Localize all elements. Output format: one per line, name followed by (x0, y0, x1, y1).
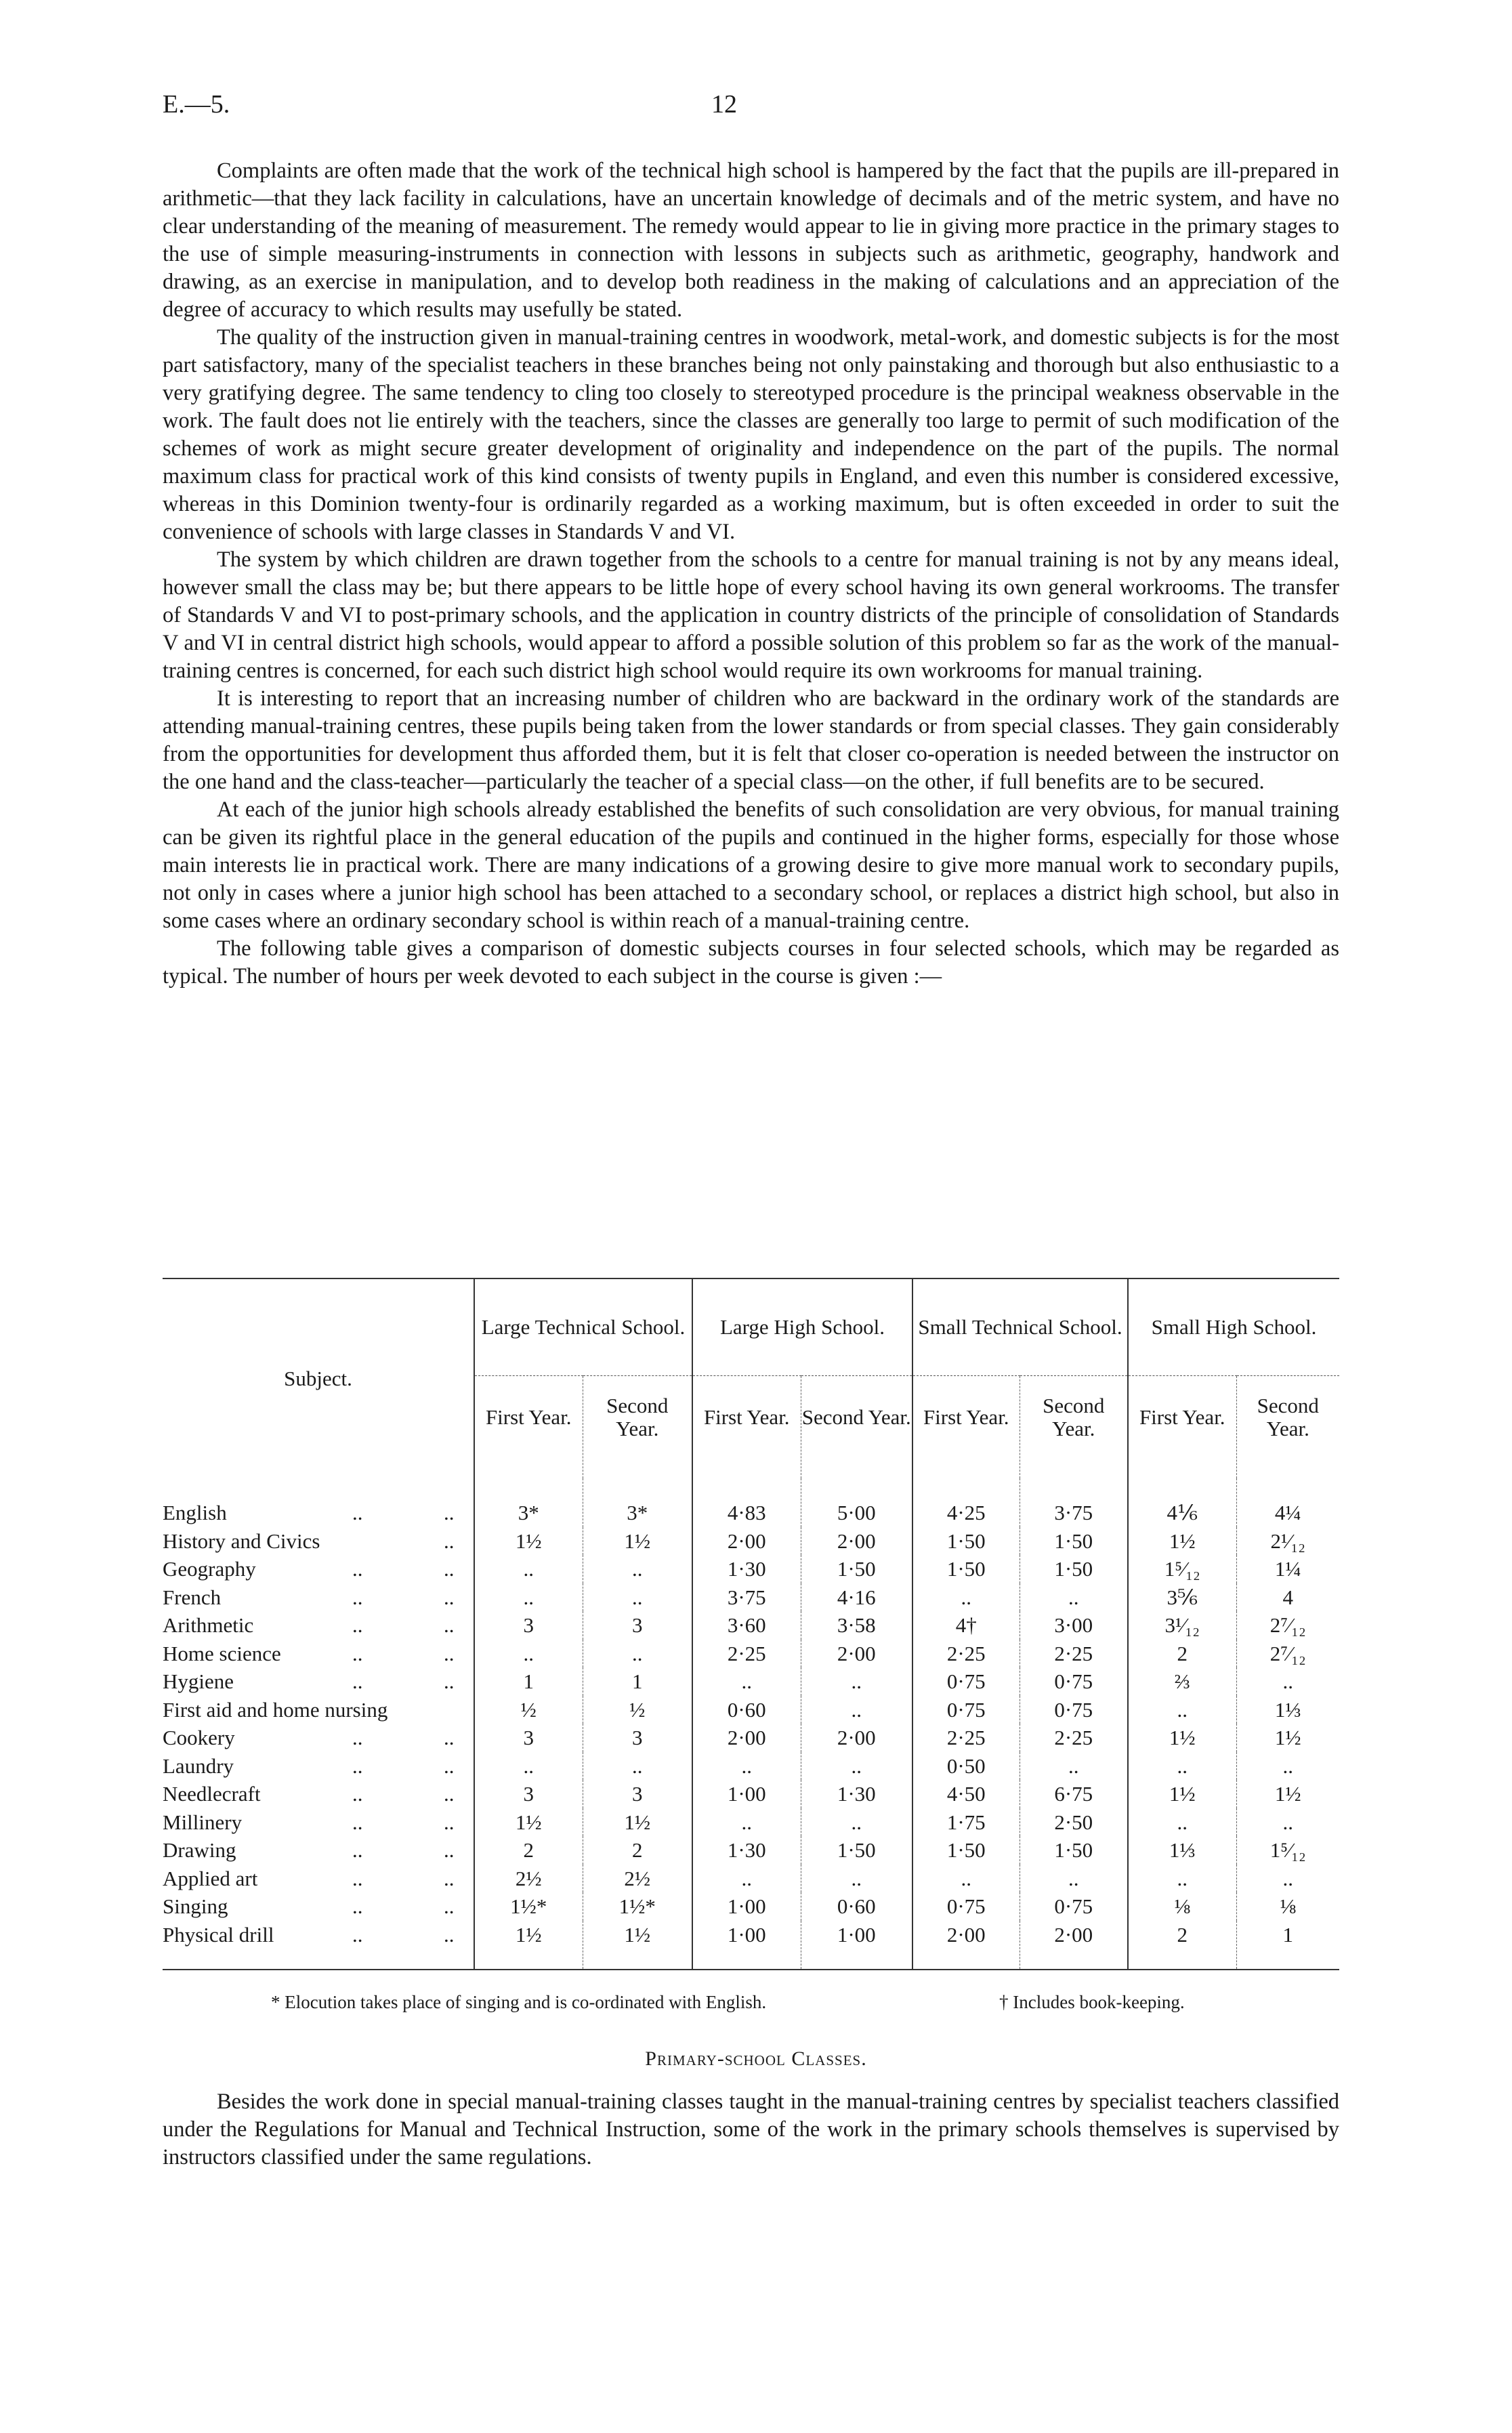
hours-cell: .. (801, 1865, 912, 1893)
hours-cell: 5·00 (801, 1478, 912, 1527)
subject-column-header: Subject. (163, 1278, 474, 1478)
hours-cell: 4·83 (692, 1478, 801, 1527)
subject-name: Home science (163, 1641, 281, 1665)
hours-cell: 3* (474, 1478, 583, 1527)
hours-cell: .. (583, 1555, 692, 1583)
hours-cell: .. (912, 1583, 1020, 1612)
hours-cell: .. (474, 1583, 583, 1612)
hours-cell: .. (801, 1696, 912, 1724)
hours-cell: 3 (583, 1611, 692, 1640)
hours-cell: 3 (474, 1780, 583, 1808)
document-reference: E.—5. (163, 90, 230, 119)
hours-cell: 1·50 (801, 1555, 912, 1583)
hours-cell: 1·75 (912, 1808, 1020, 1837)
table-row (163, 1611, 1339, 1640)
leader-dots: .. (352, 1838, 363, 1862)
second-year-header: Second Year. (1020, 1376, 1128, 1479)
hours-cell: 3·75 (1020, 1478, 1128, 1527)
body-text (163, 157, 1339, 991)
hours-cell: 2·00 (692, 1724, 801, 1752)
hours-cell: 1½ (1236, 1724, 1339, 1752)
subject-name: Laundry (163, 1753, 234, 1778)
hours-cell: 2·25 (1020, 1640, 1128, 1668)
hours-cell: 1½* (474, 1892, 583, 1921)
paragraph: The quality of the instruction given in manual-training centres in woodwork, metal-work, and domestic subjects is for the most part satisfactory, many of the specialist teachers in these branches being not only painstaking and thorough but also enthusiastic to a very gratifying degree. The same tendency to cling too closely to stereotyped procedure is the principal weakness observable in the work. The fault does not lie entirely with the teachers, since the classes are generally too large to permit of such modification of the schemes of work as might secure greater development of originality and independence on the part of the pupils. The normal maximum class for practical work of this kind consists of twenty pupils in England, and even this number is considered excessive, whereas in this Dominion twenty-four is ordinarily regarded as a working maximum, but is often exceeded in order to suit the convenience of schools with large classes in Standards V and VI. (163, 325, 1339, 544)
hours-cell: 0·75 (1020, 1892, 1128, 1921)
first-year-header: First Year. (474, 1376, 583, 1479)
hours-cell: 1½ (1128, 1724, 1236, 1752)
leader-dots: .. (444, 1810, 455, 1834)
hours-cell: 2·50 (1020, 1808, 1128, 1837)
hours-cell: 2·00 (912, 1921, 1020, 1970)
subject-name: Physical drill (163, 1922, 274, 1947)
hours-cell: .. (692, 1667, 801, 1696)
hours-cell: 4† (912, 1611, 1020, 1640)
group-header: Small Technical School. (912, 1278, 1128, 1376)
leader-dots: .. (352, 1810, 363, 1834)
hours-cell: ⅛ (1128, 1892, 1236, 1921)
leader-dots: .. (352, 1753, 363, 1778)
hours-cell: 1½ (583, 1808, 692, 1837)
hours-cell: 2·00 (801, 1724, 912, 1752)
hours-cell: .. (583, 1752, 692, 1781)
hours-cell: .. (474, 1555, 583, 1583)
hours-cell: 0·60 (801, 1892, 912, 1921)
group-header: Small High School. (1128, 1278, 1339, 1376)
hours-cell: 1·00 (801, 1921, 912, 1970)
group-header: Large High School. (692, 1278, 912, 1376)
hours-cell: 4 (1236, 1583, 1339, 1612)
hours-cell: 1·30 (692, 1555, 801, 1583)
hours-cell: 1·30 (692, 1836, 801, 1865)
footnote: † Includes book-keeping. (999, 1992, 1185, 2012)
second-year-header: Second Year. (583, 1376, 692, 1479)
hours-cell: 3·00 (1020, 1611, 1128, 1640)
hours-cell: 2·25 (1020, 1724, 1128, 1752)
leader-dots: .. (352, 1501, 363, 1524)
hours-cell: 0·60 (692, 1696, 801, 1724)
table-row (163, 1696, 1339, 1724)
leader-dots: .. (444, 1529, 455, 1553)
page-number: 12 (711, 90, 737, 119)
hours-cell: 2·25 (912, 1640, 1020, 1668)
paragraph: Complaints are often made that the work of the technical high school is hampered by the fact that the pupils are ill-prepared in arithmetic—that they lack facility in calculations, have an uncertain knowledge of decimals and of the metric system, and have no clear understanding of the meaning of measurement. The remedy would appear to lie in giving more practice in the primary stages to the use of simple measuring-instruments in connection with lessons in subjects such as arithmetic, geography, handwork and drawing, as an exercise in manipulation, and to develop both readiness in the making of calculations and an appreciation of the degree of accuracy to which results may usefully be stated. (163, 159, 1339, 322)
table-row (163, 1724, 1339, 1752)
leader-dots: .. (444, 1922, 455, 1947)
hours-cell: 3 (583, 1780, 692, 1808)
hours-cell: 2·25 (692, 1640, 801, 1668)
hours-cell: 1⅓ (1236, 1696, 1339, 1724)
hours-cell: 0·75 (1020, 1667, 1128, 1696)
subject-name: Needlecraft (163, 1782, 261, 1806)
hours-cell: 1½ (474, 1808, 583, 1837)
subject-name: Drawing (163, 1838, 236, 1862)
hours-cell: 1 (583, 1667, 692, 1696)
hours-cell: 1·50 (801, 1836, 912, 1865)
hours-cell: 2⁷⁄₁₂ (1236, 1611, 1339, 1640)
footnote: * Elocution takes place of singing and is co-ordinated with English. (271, 1992, 767, 2012)
leader-dots: .. (352, 1641, 363, 1665)
hours-cell: .. (1236, 1865, 1339, 1893)
subject-name: Geography (163, 1557, 256, 1581)
hours-cell: 1·50 (1020, 1527, 1128, 1556)
hours-cell: 2·00 (801, 1527, 912, 1556)
hours-cell: 4·25 (912, 1478, 1020, 1527)
paragraph: The following table gives a comparison of domestic subjects courses in four selected schools, which may be regarded as typical. The number of hours per week devoted to each subject in the course is given :— (163, 936, 1339, 989)
hours-cell: .. (1236, 1808, 1339, 1837)
hours-cell: ½ (474, 1696, 583, 1724)
hours-cell: .. (1236, 1752, 1339, 1781)
hours-cell: 0·75 (912, 1667, 1020, 1696)
hours-cell: 0·75 (912, 1696, 1020, 1724)
subject-name: First aid and home nursing (163, 1697, 388, 1722)
table-row (163, 1865, 1339, 1893)
subject-name: Singing (163, 1894, 228, 1918)
hours-cell: 1·50 (1020, 1555, 1128, 1583)
hours-cell: 2·00 (692, 1527, 801, 1556)
hours-cell: 4¼ (1236, 1478, 1339, 1527)
hours-cell: 2 (1128, 1640, 1236, 1668)
leader-dots: .. (444, 1641, 455, 1665)
hours-cell: 3 (583, 1724, 692, 1752)
table-row (163, 1752, 1339, 1781)
table-row (163, 1555, 1339, 1583)
hours-cell: .. (692, 1865, 801, 1893)
subject-name: English (163, 1501, 227, 1524)
leader-dots: .. (352, 1894, 363, 1918)
hours-cell: 3¹⁄₁₂ (1128, 1611, 1236, 1640)
hours-cell: 1⅓ (1128, 1836, 1236, 1865)
hours-cell: 1·50 (912, 1836, 1020, 1865)
paragraph: At each of the junior high schools already established the benefits of such consolidation are very obvious, for manual training can be given its rightful place in the general education of the pupils and continued in the higher forms, especially for those whose main interests lie in practical work. There are many indications of a growing desire to give more manual work to secondary pupils, not only in cases where a junior high school has been attached to a secondary school, or replaces a district high school, but also in some cases where an ordinary secondary school is within reach of a manual-training centre. (163, 797, 1339, 933)
table-row (163, 1640, 1339, 1668)
hours-cell: 3·75 (692, 1583, 801, 1612)
hours-cell: 3 (474, 1724, 583, 1752)
hours-cell: 3 (474, 1611, 583, 1640)
hours-cell: .. (1020, 1752, 1128, 1781)
hours-cell: 2 (1128, 1921, 1236, 1970)
hours-cell: 1½ (1128, 1527, 1236, 1556)
hours-cell: 2½ (474, 1865, 583, 1893)
hours-cell: .. (1236, 1667, 1339, 1696)
hours-cell: .. (474, 1752, 583, 1781)
leader-dots: .. (352, 1866, 363, 1890)
hours-cell: 3·58 (801, 1611, 912, 1640)
table-row (163, 1583, 1339, 1612)
hours-cell: 2 (474, 1836, 583, 1865)
leader-dots: .. (352, 1922, 363, 1947)
hours-cell: ⅛ (1236, 1892, 1339, 1921)
first-year-header: First Year. (692, 1376, 801, 1479)
subject-name: French (163, 1585, 222, 1609)
hours-cell: .. (692, 1808, 801, 1837)
hours-cell: 1·00 (692, 1921, 801, 1970)
hours-cell: 3* (583, 1478, 692, 1527)
hours-cell: 4·50 (912, 1780, 1020, 1808)
hours-cell: 1·00 (692, 1780, 801, 1808)
section-heading: Primary-school Classes. (645, 2047, 867, 2070)
hours-cell: .. (801, 1752, 912, 1781)
hours-cell: 1½ (583, 1527, 692, 1556)
hours-cell: .. (801, 1667, 912, 1696)
hours-cell: 1·50 (912, 1555, 1020, 1583)
hours-cell: 4·16 (801, 1583, 912, 1612)
table-row (163, 1836, 1339, 1865)
hours-cell: ½ (583, 1696, 692, 1724)
first-year-header: First Year. (1128, 1376, 1236, 1479)
leader-dots: .. (444, 1782, 455, 1806)
hours-cell: 2½ (583, 1865, 692, 1893)
hours-cell: .. (1020, 1865, 1128, 1893)
hours-cell: 1½ (1128, 1780, 1236, 1808)
second-year-header: Second Year. (801, 1376, 912, 1479)
table-row (163, 1478, 1339, 1527)
hours-cell: 2 (583, 1836, 692, 1865)
leader-dots: .. (352, 1613, 363, 1637)
paragraph: Besides the work done in special manual-training classes taught in the manual-training centres by specialist teachers classified under the Regulations for Manual and Technical Instruction, some of the work in the primary schools themselves is supervised by instructors classified under the same regulations. (163, 2089, 1339, 2169)
hours-cell: 4⅙ (1128, 1478, 1236, 1527)
second-year-header: Second Year. (1236, 1376, 1339, 1479)
hours-cell: 1⁵⁄₁₂ (1236, 1836, 1339, 1865)
leader-dots: .. (352, 1782, 363, 1806)
hours-cell: 6·75 (1020, 1780, 1128, 1808)
hours-cell: 1 (474, 1667, 583, 1696)
hours-cell: 2·00 (1020, 1921, 1128, 1970)
hours-cell: .. (1128, 1808, 1236, 1837)
hours-cell: 1 (1236, 1921, 1339, 1970)
paragraph: The system by which children are drawn together from the schools to a centre for manual training is not by any means ideal, however small the class may be; but there appears to be little hope of every school having its own general workrooms. The transfer of Standards V and VI to post-primary schools, and the application in country districts of the principle of consolidation of Standards V and VI in central district high schools, would appear to afford a possible solution of this problem so far as the work of the manual-training centres is concerned, for each such district high school would require its own workrooms for manual training. (163, 547, 1339, 683)
leader-dots: .. (444, 1669, 455, 1693)
hours-cell: 2·00 (801, 1640, 912, 1668)
hours-cell: .. (1128, 1752, 1236, 1781)
table-row (163, 1921, 1339, 1970)
hours-cell: 0·75 (1020, 1696, 1128, 1724)
hours-cell: 2·25 (912, 1724, 1020, 1752)
subject-name: Cookery (163, 1726, 235, 1749)
table-row (163, 1527, 1339, 1556)
group-header: Large Technical School. (474, 1278, 692, 1376)
first-year-header: First Year. (912, 1376, 1020, 1479)
hours-cell: 1½ (1236, 1780, 1339, 1808)
subject-name: Hygiene (163, 1669, 234, 1693)
hours-cell: 3⅚ (1128, 1583, 1236, 1612)
hours-cell: 0·50 (912, 1752, 1020, 1781)
leader-dots: .. (352, 1585, 363, 1609)
leader-dots: .. (444, 1501, 455, 1524)
leader-dots: .. (444, 1585, 455, 1609)
hours-cell: 2⁷⁄₁₂ (1236, 1640, 1339, 1668)
hours-cell: .. (1128, 1696, 1236, 1724)
leader-dots: .. (444, 1838, 455, 1862)
hours-cell: .. (583, 1640, 692, 1668)
leader-dots: .. (444, 1557, 455, 1581)
leader-dots: .. (352, 1557, 363, 1581)
hours-cell: .. (801, 1808, 912, 1837)
hours-cell: 1·50 (912, 1527, 1020, 1556)
hours-cell: .. (474, 1640, 583, 1668)
hours-cell: .. (692, 1752, 801, 1781)
leader-dots: .. (444, 1894, 455, 1918)
subject-name: History and Civics (163, 1529, 320, 1553)
hours-cell: 1½* (583, 1892, 692, 1921)
table-row (163, 1667, 1339, 1696)
paragraph: It is interesting to report that an increasing number of children who are backward in the ordinary work of the standards are attending manual-training centres, these pupils being taken from the lower standards or from special classes. They gain considerably from the opportunities for development thus afforded them, but it is felt that closer co-operation is needed between the instructor on the one hand and the class-teacher—particularly the teacher of a special class—on the other, if full benefits are to be secured. (163, 686, 1339, 794)
hours-comparison-table (163, 1278, 1339, 1970)
subject-name: Arithmetic (163, 1613, 254, 1637)
table-row (163, 1780, 1339, 1808)
hours-cell: ⅔ (1128, 1667, 1236, 1696)
leader-dots: .. (444, 1753, 455, 1778)
subject-name: Applied art (163, 1866, 258, 1890)
hours-cell: 1·50 (1020, 1836, 1128, 1865)
leader-dots: .. (352, 1669, 363, 1693)
hours-cell: 1½ (474, 1527, 583, 1556)
table-row (163, 1808, 1339, 1837)
hours-cell: .. (1020, 1583, 1128, 1612)
hours-cell: .. (912, 1865, 1020, 1893)
leader-dots: .. (444, 1866, 455, 1890)
hours-cell: 2¹⁄₁₂ (1236, 1527, 1339, 1556)
hours-cell: .. (1128, 1865, 1236, 1893)
leader-dots: .. (444, 1726, 455, 1749)
hours-cell: 1·00 (692, 1892, 801, 1921)
hours-cell: 1·30 (801, 1780, 912, 1808)
hours-cell: 1½ (583, 1921, 692, 1970)
hours-cell: 1¼ (1236, 1555, 1339, 1583)
hours-cell: .. (583, 1583, 692, 1612)
leader-dots: .. (444, 1613, 455, 1637)
hours-cell: 3·60 (692, 1611, 801, 1640)
hours-cell: 1½ (474, 1921, 583, 1970)
hours-cell: 0·75 (912, 1892, 1020, 1921)
subject-name: Millinery (163, 1810, 243, 1834)
hours-cell: 1⁵⁄₁₂ (1128, 1555, 1236, 1583)
body-text (163, 2088, 1339, 2171)
leader-dots: .. (352, 1726, 363, 1749)
table-row (163, 1892, 1339, 1921)
